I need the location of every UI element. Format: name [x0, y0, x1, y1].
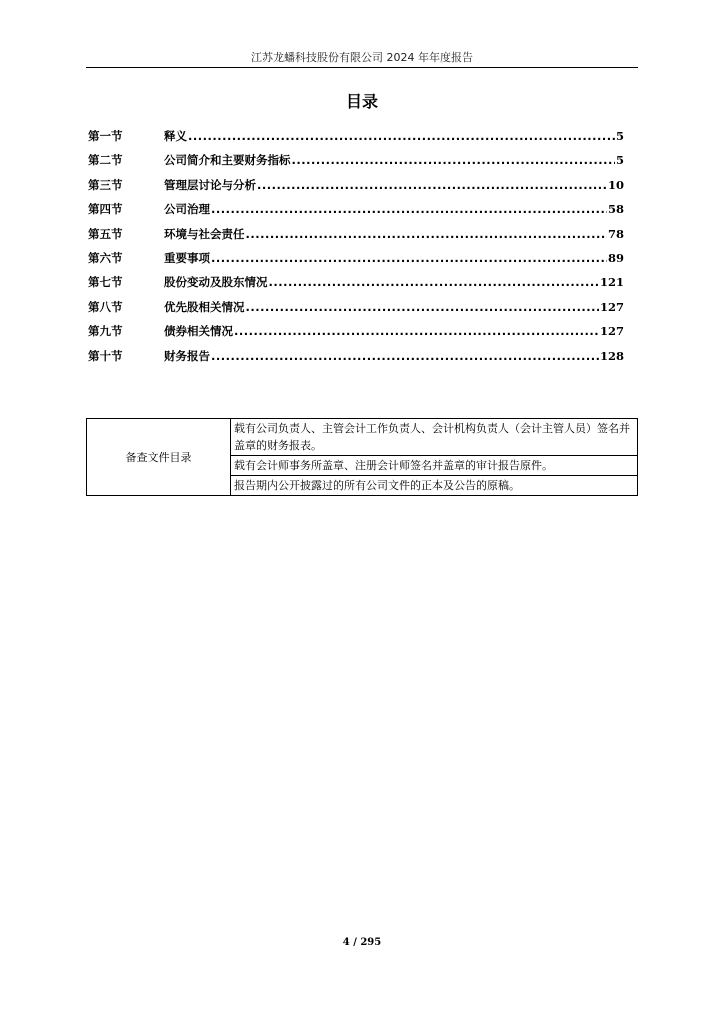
toc-entry[interactable]	[88, 274, 624, 298]
reference-document-item: 载有会计师事务所盖章、注册会计师签名并盖章的审计报告原件。	[231, 456, 638, 476]
toc-leader-dots	[211, 251, 607, 265]
toc-entry[interactable]	[88, 250, 624, 274]
toc-entry[interactable]	[88, 152, 624, 176]
header-divider	[86, 67, 638, 68]
toc-section-title: 优先股相关情况	[164, 299, 245, 314]
toc-section-number: 第一节	[88, 129, 123, 143]
toc-leader-dots	[257, 178, 607, 192]
toc-entry[interactable]	[88, 177, 624, 201]
toc-section-title: 释义	[164, 129, 187, 143]
toc-leader-dots	[246, 227, 607, 241]
reference-documents-label: 备查文件目录	[87, 419, 231, 496]
toc-section-number: 第四节	[88, 202, 123, 217]
toc-entry[interactable]	[88, 323, 624, 347]
reference-document-item: 载有公司负责人、主管会计工作负责人、会计机构负责人（会计主管人员）签名并盖章的财务报表。	[231, 419, 638, 456]
page-number: 4 / 295	[342, 937, 382, 948]
toc-section-title: 债券相关情况	[164, 324, 233, 339]
toc-section-title: 重要事项	[164, 250, 210, 265]
toc-section-title: 公司治理	[164, 202, 210, 217]
toc-entry[interactable]	[88, 128, 624, 152]
toc-section-title: 股份变动及股东情况	[164, 275, 268, 290]
toc-page-number: 78	[607, 226, 624, 241]
page-title: 目录	[345, 92, 378, 111]
toc-section-number: 第八节	[88, 299, 123, 314]
toc-section-number: 第三节	[88, 177, 123, 192]
toc-section-title: 财务报告	[164, 348, 210, 363]
toc-leader-dots	[269, 275, 599, 289]
toc-page-number: 5	[615, 129, 624, 143]
toc-section-number: 第二节	[88, 153, 123, 168]
reference-document-item: 报告期内公开披露过的所有公司文件的正本及公告的原稿。	[231, 476, 638, 496]
toc-leader-dots	[292, 153, 615, 167]
toc-leader-dots	[188, 129, 615, 143]
toc-leader-dots	[211, 202, 607, 216]
toc-entry[interactable]	[88, 201, 624, 225]
toc-section-number: 第五节	[88, 226, 123, 241]
toc-section-number: 第九节	[88, 324, 123, 339]
toc-section-title: 公司简介和主要财务指标	[164, 153, 291, 168]
toc-page-number: 121	[599, 275, 624, 290]
table-row	[87, 419, 638, 456]
toc-page-number: 10	[607, 177, 624, 192]
toc-entry[interactable]	[88, 226, 624, 250]
toc-section-number: 第七节	[88, 275, 123, 290]
toc-page-number: 58	[607, 202, 624, 217]
toc-page-number: 89	[607, 250, 624, 265]
toc-page-number: 127	[599, 299, 624, 314]
reference-documents-table	[86, 418, 638, 496]
toc-section-number: 第六节	[88, 250, 123, 265]
toc-leader-dots	[234, 324, 599, 338]
toc-section-number: 第十节	[88, 348, 123, 363]
toc-page-number: 127	[599, 324, 624, 339]
toc-leader-dots	[211, 349, 599, 363]
toc-section-title: 环境与社会责任	[164, 226, 245, 241]
toc-leader-dots	[246, 300, 599, 314]
page-header: 江苏龙蟠科技股份有限公司 2024 年年度报告	[251, 51, 473, 64]
toc-page-number: 128	[599, 348, 624, 363]
toc-entry[interactable]	[88, 299, 624, 323]
toc-page-number: 5	[615, 153, 624, 168]
table-of-contents	[88, 128, 624, 372]
toc-section-title: 管理层讨论与分析	[164, 177, 256, 192]
toc-entry[interactable]	[88, 348, 624, 372]
